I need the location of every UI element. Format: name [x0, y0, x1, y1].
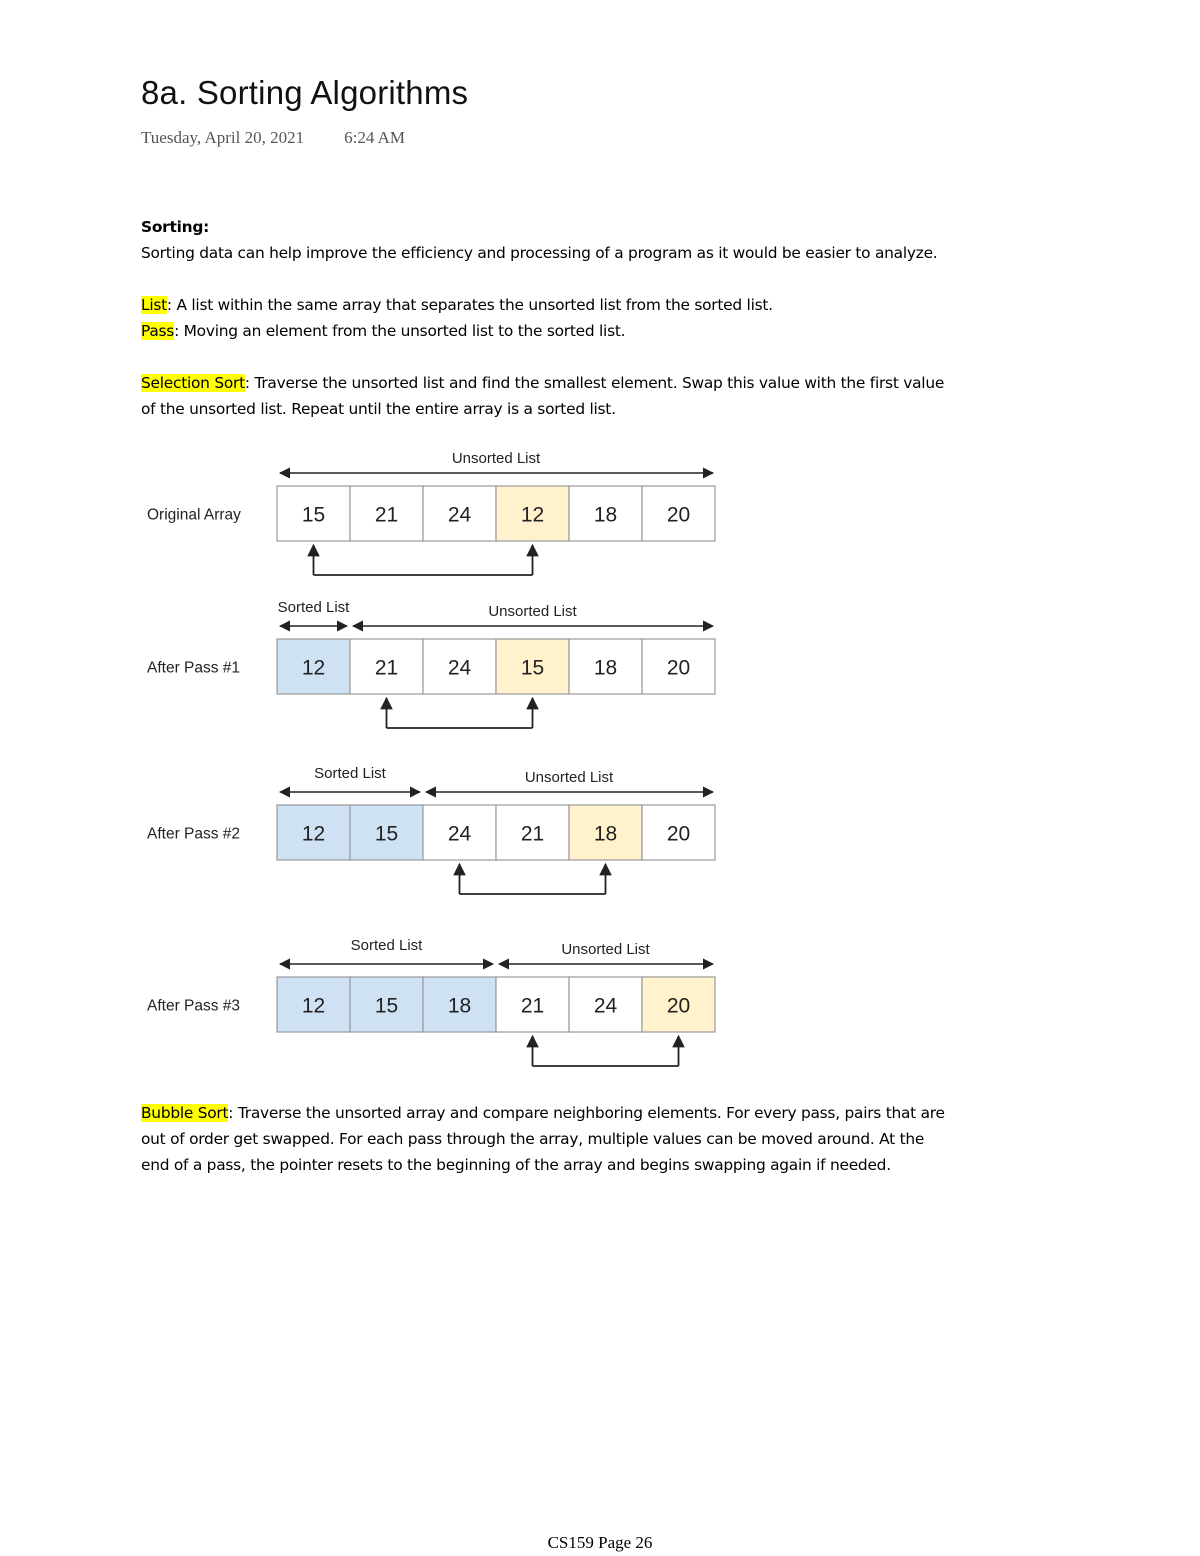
list-term: List: [141, 296, 167, 314]
unsorted-list-label: Unsorted List: [561, 941, 650, 958]
cell-value: 21: [374, 656, 399, 680]
row-label: Original Array: [147, 506, 241, 524]
cell-value: 20: [666, 994, 691, 1018]
list-definition: [141, 292, 1091, 318]
list-def-text: : A list within the same array that separates the unsorted list from the sorted list.: [166, 296, 773, 314]
cell-value: 18: [593, 503, 618, 527]
cell-value: 24: [447, 503, 472, 527]
sorted-list-label: Sorted List: [314, 765, 386, 782]
cell-value: 12: [520, 503, 545, 527]
bubble-def-text-1: : Traverse the unsorted array and compare neighboring elements. For every pass, pairs that are: [228, 1104, 945, 1122]
cell-value: 24: [593, 994, 618, 1018]
cell-value: 15: [301, 503, 326, 527]
cell-value: 15: [374, 822, 399, 846]
cell-value: 18: [593, 822, 618, 846]
page-title: 8a. Sorting Algorithms: [141, 74, 469, 111]
cell-value: 12: [301, 822, 326, 846]
row-label: After Pass #1: [147, 659, 241, 677]
cell-value: 20: [666, 656, 691, 680]
cell-value: 18: [593, 656, 618, 680]
sorting-text: Sorting data can help improve the efficiency and processing of a program as it would be easier to analyze.: [141, 244, 938, 262]
cell-value: 15: [520, 656, 545, 680]
row-label: After Pass #2: [147, 825, 241, 843]
date-line: [141, 128, 405, 148]
cell-value: 20: [666, 503, 691, 527]
terms-section: [141, 292, 1091, 344]
cell-value: 12: [301, 656, 326, 680]
unsorted-list-label: Unsorted List: [488, 603, 577, 620]
selection-sort-diagram: [135, 445, 735, 1075]
selection-def-text-2: of the unsorted list. Repeat until the entire array is a sorted list.: [141, 400, 616, 418]
selection-sort-term: Selection Sort: [141, 374, 245, 392]
cell-value: 24: [447, 656, 472, 680]
cell-value: 12: [301, 994, 326, 1018]
sorting-section: [141, 214, 1091, 266]
selection-def-line-1: [141, 370, 1091, 396]
unsorted-list-label: Unsorted List: [451, 450, 541, 467]
cell-value: 21: [520, 994, 545, 1018]
cell-value: 21: [374, 503, 399, 527]
cell-value: 18: [447, 994, 472, 1018]
page-footer: CS159 Page 26: [547, 1533, 653, 1552]
bubble-def-line-1: [141, 1100, 1091, 1126]
selection-sort-section: [141, 370, 1091, 422]
bubble-def-text-2: out of order get swapped. For each pass through the array, multiple values can be moved around. At the: [141, 1130, 925, 1148]
selection-def-text-1: : Traverse the unsorted list and find the smallest element. Swap this value with the first value: [244, 374, 945, 392]
row-label: After Pass #3: [147, 997, 241, 1015]
bubble-def-text-3: end of a pass, the pointer resets to the beginning of the array and begins swapping again if needed.: [141, 1156, 891, 1174]
page-time: 6:24 AM: [344, 128, 406, 147]
pass-definition: [141, 318, 1091, 344]
sorted-list-label: Sorted List: [350, 937, 423, 954]
sorted-list-label: Sorted List: [277, 599, 350, 616]
cell-value: 20: [666, 822, 691, 846]
bubble-sort-term: Bubble Sort: [141, 1104, 229, 1122]
cell-value: 21: [520, 822, 545, 846]
unsorted-list-label: Unsorted List: [524, 769, 614, 786]
bubble-sort-section: [141, 1100, 1091, 1178]
cell-value: 15: [374, 994, 399, 1018]
sorting-heading: Sorting:: [141, 218, 210, 236]
pass-term: Pass: [141, 322, 175, 340]
pass-def-text: : Moving an element from the unsorted list to the sorted list.: [174, 322, 626, 340]
page-date: Tuesday, April 20, 2021: [141, 128, 305, 147]
cell-value: 24: [447, 822, 472, 846]
